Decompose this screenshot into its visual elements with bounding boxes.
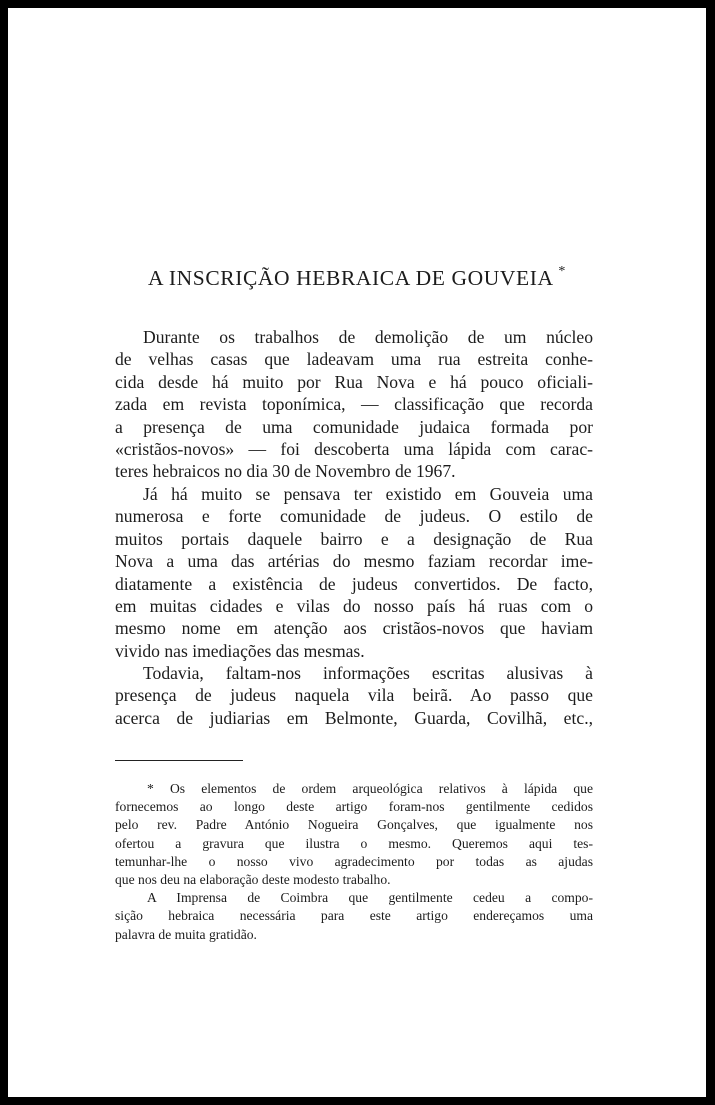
- paragraph-line: numerosa e forte comunidade de judeus. O estilo de: [115, 506, 593, 527]
- footnote-line: ofertou a gravura que ilustra o mesmo. Queremos aqui tes-: [115, 835, 593, 851]
- paragraph-line: cida desde há muito por Rua Nova e há pouco oficiali-: [115, 371, 593, 392]
- paragraph-line: em muitas cidades e vilas do nosso país há ruas com o: [115, 595, 593, 616]
- paragraph-line: a presença de uma comunidade judaica formada por: [115, 416, 593, 437]
- article-title-text: A INSCRIÇÃO HEBRAICA DE GOUVEIA: [147, 266, 553, 291]
- paragraph-1: [115, 326, 593, 483]
- paragraph-line: presença de judeus naquela vila beirã. Ao passo que: [115, 685, 593, 706]
- footnote-divider: [115, 760, 243, 761]
- footnote-line: A Imprensa de Coimbra que gentilmente cedeu a compo-: [147, 890, 593, 906]
- paragraph-line: vivido nas imediações das mesmas.: [115, 640, 365, 661]
- paragraph-line: diatamente a existência de judeus convertidos. De facto,: [115, 573, 593, 594]
- footnote-line: pelo rev. Padre António Nogueira Gonçalves, que igualmente nos: [115, 817, 593, 833]
- document-page: [8, 8, 706, 1097]
- paragraph-line: zada em revista toponímica, — classificação que recorda: [115, 394, 593, 415]
- title-footnote-mark: *: [558, 264, 567, 279]
- paragraph-line: mesmo nome em atenção aos cristãos-novos que haviam: [115, 618, 593, 639]
- paragraph-line: de velhas casas que ladeavam uma rua estreita conhe-: [115, 349, 593, 370]
- paragraph-line: Nova a uma das artérias do mesmo faziam recordar ime-: [115, 551, 593, 572]
- paragraph-2: [115, 483, 593, 662]
- paragraph-line: acerca de judiarias em Belmonte, Guarda, Covilhã, etc.,: [115, 707, 593, 728]
- article-title: [8, 266, 706, 291]
- paragraph-line: Durante os trabalhos de demolição de um núcleo: [143, 327, 593, 347]
- paragraph-line: muitos portais daquele bairro e a designação de Rua: [115, 528, 593, 549]
- footnote-1: [115, 780, 593, 889]
- footnote-line: sição hebraica necessária para este artigo endereçamos uma: [115, 908, 593, 924]
- footnote-2: [115, 889, 593, 944]
- footnote-line: que nos deu na elaboração deste modesto trabalho.: [115, 871, 391, 887]
- footnotes: [115, 780, 593, 944]
- footnote-line: * Os elementos de ordem arqueológica relativos à lápida que: [147, 781, 593, 796]
- paragraph-line: Já há muito se pensava ter existido em Gouveia uma: [143, 484, 593, 504]
- paragraph-line: Todavia, faltam-nos informações escritas alusivas à: [143, 663, 593, 683]
- footnote-line: fornecemos ao longo deste artigo foram-nos gentilmente cedidos: [115, 799, 593, 815]
- paragraph-3: [115, 662, 593, 729]
- paragraph-line: «cristãos-novos» — foi descoberta uma lápida com carac-: [115, 438, 593, 459]
- paragraph-line: teres hebraicos no dia 30 de Novembro de 1967.: [115, 461, 456, 482]
- footnote-line: temunhar-lhe o nosso vivo agradecimento por todas as ajudas: [115, 853, 593, 869]
- footnote-line: palavra de muita gratidão.: [115, 926, 257, 942]
